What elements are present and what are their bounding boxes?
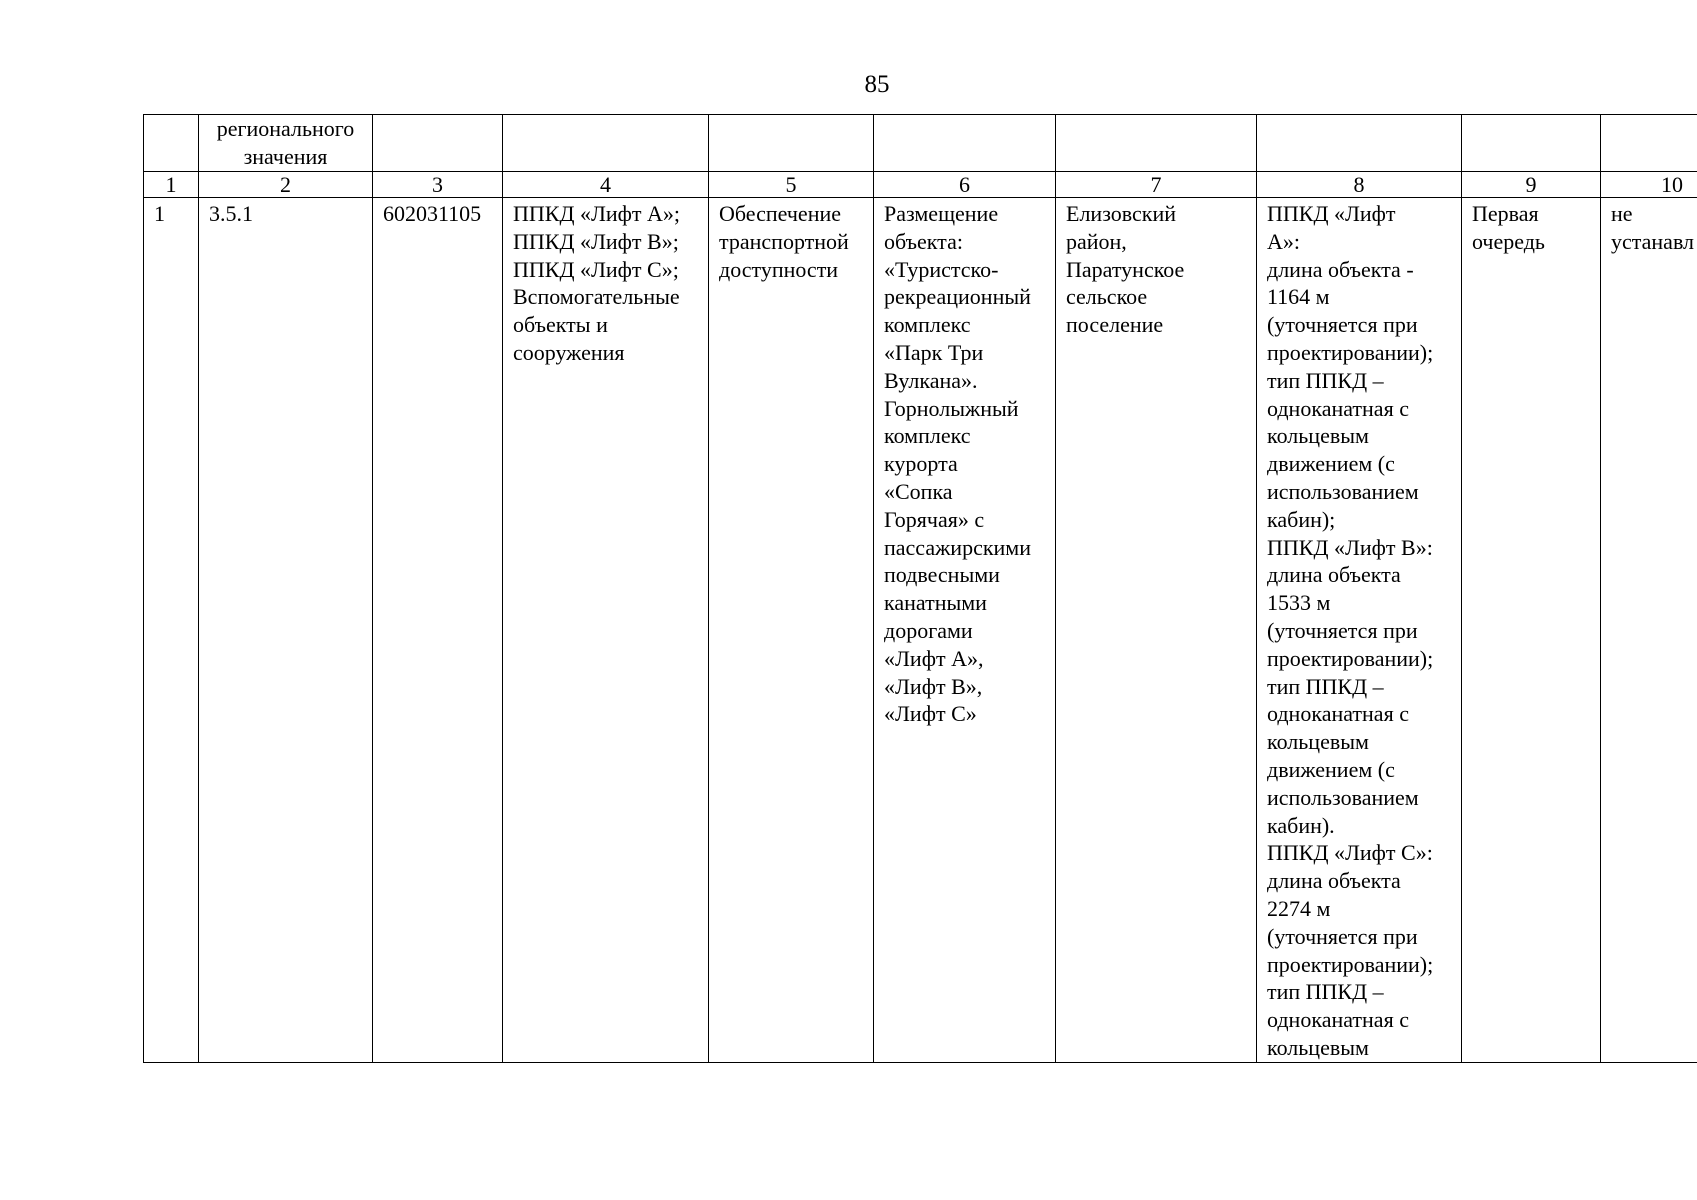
- location-cell: Елизовский район, Паратунское сельское поселение: [1056, 198, 1257, 1063]
- header-cell: [373, 115, 503, 172]
- column-number: 1: [144, 172, 199, 198]
- column-number: 9: [1462, 172, 1601, 198]
- page-number: 85: [864, 71, 890, 98]
- placement-cell: Размещение объекта: «Туристско- рекреационный комплекс «Парк Три Вулкана». Горнолыжный комплекс курорта «Сопка Горячая» с пассажирскими подвесными канатными дорогами «Лифт А», «Лифт В», «Лифт С»: [874, 198, 1056, 1063]
- characteristics-cell: ППКД «Лифт А»: длина объекта - 1164 м (уточняется при проектировании); тип ППКД – одноканатная с кольцевым движением (с использованием кабин); ППКД «Лифт В»: длина объекта 1533 м (уточняется при проектировании); тип ППКД – одноканатная с кольцевым движением (с использованием кабин). ППКД «Лифт С»: длина объекта 2274 м (уточняется при проектировании); тип ППКД – одноканатная с кольцевым: [1257, 198, 1462, 1063]
- stage-cell: Первая очередь: [1462, 198, 1601, 1063]
- id-cell: 602031105: [373, 198, 503, 1063]
- column-number: 6: [874, 172, 1056, 198]
- header-cell: [1462, 115, 1601, 172]
- header-cell: [1601, 115, 1697, 172]
- header-continuation-row: [144, 115, 1697, 172]
- document-table: [143, 114, 1697, 1063]
- column-number: 7: [1056, 172, 1257, 198]
- header-cell: регионального значения: [199, 115, 373, 172]
- object-name-cell: ППКД «Лифт А»; ППКД «Лифт В»; ППКД «Лифт С»; Вспомогательные объекты и сооружения: [503, 198, 709, 1063]
- header-cell: [874, 115, 1056, 172]
- row-number-cell: 1: [144, 198, 199, 1063]
- column-number-row: [144, 172, 1697, 198]
- header-cell: [1257, 115, 1462, 172]
- column-number: 4: [503, 172, 709, 198]
- column-number: 10: [1601, 172, 1697, 198]
- code-cell: 3.5.1: [199, 198, 373, 1063]
- column-number: 3: [373, 172, 503, 198]
- header-cell: [503, 115, 709, 172]
- table-row: [144, 198, 1697, 1063]
- header-cell: [709, 115, 874, 172]
- header-cell: [144, 115, 199, 172]
- purpose-cell: Обеспечение транспортной доступности: [709, 198, 874, 1063]
- column-number: 8: [1257, 172, 1462, 198]
- column-number: 5: [709, 172, 874, 198]
- header-cell: [1056, 115, 1257, 172]
- column-number: 2: [199, 172, 373, 198]
- zone-cell: не устанавл: [1601, 198, 1697, 1063]
